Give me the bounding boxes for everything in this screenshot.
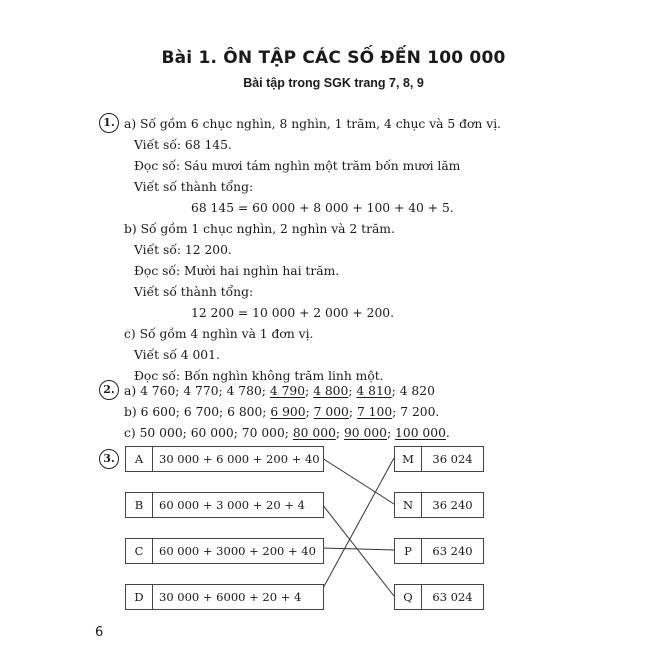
ex1-b-prompt: b) Số gồm 1 chục nghìn, 2 nghìn và 2 trăm. <box>124 222 395 236</box>
ex2-a-answer-3: 4 810 <box>356 384 392 398</box>
ex2-c-answer-1: 80 000 <box>292 426 336 440</box>
right-box-p <box>394 538 484 564</box>
lesson-title: Bài 1. ÔN TẬP CÁC SỐ ĐẾN 100 000 <box>161 48 506 68</box>
ex1-c-write: Viết số 4 001. <box>134 348 220 362</box>
ex1-b-sum-label: Viết số thành tổng: <box>134 285 254 299</box>
right-box-label: M <box>395 447 422 471</box>
right-box-value: 63 240 <box>432 544 473 558</box>
ex2-a-tail: 4 820 <box>399 384 435 398</box>
match-line-d-m <box>322 458 394 590</box>
exercise-2-number: 2. <box>99 380 119 400</box>
lesson-subtitle: Bài tập trong SGK trang 7, 8, 9 <box>243 76 424 90</box>
left-box-expression: 30 000 + 6 000 + 200 + 40 <box>159 452 320 466</box>
ex2-c-tail: . <box>445 426 450 440</box>
match-line-c-p <box>322 548 394 550</box>
left-box-label: B <box>126 493 153 517</box>
ex2-c-label: c) <box>124 426 136 440</box>
ex1-a-sum: 68 145 = 60 000 + 8 000 + 100 + 40 + 5. <box>191 201 454 215</box>
ex2-a-answer-2: 4 800 <box>313 384 349 398</box>
match-line-b-q <box>322 504 394 596</box>
ex2-a-answer-1: 4 790 <box>269 384 306 398</box>
ex1-a-prompt: a) Số gồm 6 chục nghìn, 8 nghìn, 1 trăm, 4 chục và 5 đơn vị. <box>124 117 502 131</box>
ex1-a-sum-label: Viết số thành tổng: <box>134 180 254 194</box>
left-box-a <box>125 446 324 472</box>
left-box-label: D <box>126 585 153 609</box>
left-box-c <box>125 538 324 564</box>
ex2-b-sequence: b) 6 600; 6 700; 6 800; 6 900; 7 000; 7 100; 7 200. <box>124 405 440 419</box>
ex1-b-sum: 12 200 = 10 000 + 2 000 + 200. <box>191 306 395 320</box>
ex2-a-sequence: a) 4 760; 4 770; 4 780; 4 790; 4 800; 4 810; 4 820 <box>124 384 435 398</box>
page-number: 6 <box>95 625 104 640</box>
ex2-c-sequence: c) 50 000; 60 000; 70 000; 80 000; 90 000; 100 000. <box>124 426 450 440</box>
right-box-label: Q <box>395 585 422 609</box>
right-box-value: 63 024 <box>432 590 473 604</box>
left-box-expression: 60 000 + 3000 + 200 + 40 <box>159 544 316 558</box>
ex1-b-write: Viết số: 12 200. <box>134 243 232 257</box>
ex1-c-read: Đọc số: Bốn nghìn không trăm linh một. <box>134 369 384 383</box>
ex1-b-read: Đọc số: Mười hai nghìn hai trăm. <box>134 264 340 278</box>
ex2-a-given: 4 760; 4 770; 4 780; <box>140 384 266 398</box>
ex2-b-tail: 7 200. <box>400 405 440 419</box>
ex1-a-read: Đọc số: Sáu mươi tám nghìn một trăm bốn mươi lăm <box>134 159 461 173</box>
ex1-c-prompt: c) Số gồm 4 nghìn và 1 đơn vị. <box>124 327 314 341</box>
right-box-value: 36 240 <box>432 498 473 512</box>
ex2-b-answer-1: 6 900 <box>270 405 306 419</box>
ex1-a-write: Viết số: 68 145. <box>134 138 232 152</box>
left-box-label: A <box>126 447 153 471</box>
right-box-value: 36 024 <box>432 452 473 466</box>
ex2-b-answer-2: 7 000 <box>313 405 349 419</box>
left-box-b <box>125 492 324 518</box>
right-box-n <box>394 492 484 518</box>
right-box-label: P <box>395 539 422 563</box>
left-box-label: C <box>126 539 153 563</box>
exercise-1-number: 1. <box>99 113 119 133</box>
ex2-c-given: 50 000; 60 000; 70 000; <box>139 426 289 440</box>
exercise-3-number: 3. <box>99 449 119 469</box>
ex2-c-answer-2: 90 000 <box>343 426 387 440</box>
ex2-b-given: 6 600; 6 700; 6 800; <box>140 405 267 419</box>
left-box-d <box>125 584 324 610</box>
right-box-q <box>394 584 484 610</box>
ex2-b-answer-3: 7 100 <box>356 405 393 419</box>
ex2-a-label: a) <box>124 384 137 398</box>
right-box-label: N <box>395 493 422 517</box>
ex2-b-label: b) <box>124 405 137 419</box>
left-box-expression: 60 000 + 3 000 + 20 + 4 <box>159 498 305 512</box>
left-box-expression: 30 000 + 6000 + 20 + 4 <box>159 590 302 604</box>
right-box-m <box>394 446 484 472</box>
ex2-c-answer-3: 100 000 <box>395 426 446 440</box>
match-line-a-n <box>322 458 394 504</box>
